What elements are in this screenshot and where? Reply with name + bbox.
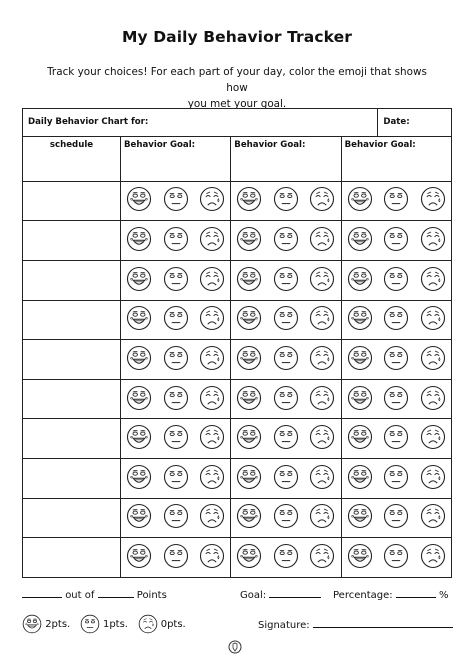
happy-face-icon[interactable]: [347, 266, 373, 292]
behavior-chart-table: [22, 108, 452, 578]
face-cell: [378, 498, 415, 538]
happy-face-icon[interactable]: [347, 385, 373, 411]
sad-face-icon[interactable]: [420, 464, 446, 490]
signature-blank[interactable]: [313, 627, 453, 628]
face-cell: [341, 340, 378, 380]
sad-face-icon[interactable]: [199, 226, 225, 252]
face-cell: [268, 221, 305, 261]
signature-area: [258, 620, 453, 631]
face-cell: [341, 300, 378, 340]
neutral-face-icon[interactable]: [383, 186, 409, 212]
face-cell: [121, 419, 158, 459]
tracker-row: [23, 379, 452, 419]
schedule-cell[interactable]: [23, 300, 121, 340]
sad-face-icon[interactable]: [309, 266, 335, 292]
neutral-face-icon[interactable]: [163, 424, 189, 450]
legend-happy-label: 2pts.: [45, 619, 71, 630]
tracker-row: [23, 538, 452, 578]
neutral-face-icon[interactable]: [163, 266, 189, 292]
face-cell: [378, 538, 415, 578]
face-cell: [121, 379, 158, 419]
face-cell: [231, 379, 268, 419]
sad-face-icon[interactable]: [309, 186, 335, 212]
sad-face-icon[interactable]: [309, 503, 335, 529]
face-cell: [378, 181, 415, 221]
face-cell: [341, 459, 378, 499]
neutral-face-icon[interactable]: [383, 305, 409, 331]
face-cell: [304, 340, 341, 380]
happy-face-icon[interactable]: [236, 464, 262, 490]
face-cell: [415, 221, 452, 261]
face-cell: [268, 260, 305, 300]
sad-face-icon[interactable]: [309, 464, 335, 490]
face-cell: [378, 221, 415, 261]
sad-face-icon[interactable]: [420, 186, 446, 212]
happy-face-icon[interactable]: [236, 266, 262, 292]
happy-face-icon[interactable]: [347, 226, 373, 252]
tracker-row: [23, 181, 452, 221]
face-cell: [157, 221, 194, 261]
schedule-cell[interactable]: [23, 181, 121, 221]
instructions-line-2: you met your goal.: [187, 98, 287, 110]
neutral-face-icon[interactable]: [273, 503, 299, 529]
happy-face-icon[interactable]: [347, 305, 373, 331]
sad-face-icon[interactable]: [309, 543, 335, 569]
face-cell: [157, 260, 194, 300]
face-cell: [268, 181, 305, 221]
sad-face-icon[interactable]: [420, 345, 446, 371]
neutral-face-icon[interactable]: [163, 226, 189, 252]
legend-sad-label: 0pts.: [160, 619, 186, 630]
face-cell: [157, 181, 194, 221]
face-cell: [231, 459, 268, 499]
tracker-row: [23, 340, 452, 380]
neutral-face-icon[interactable]: [273, 305, 299, 331]
sad-face-icon[interactable]: [309, 385, 335, 411]
page-title: My Daily Behavior Tracker: [121, 28, 352, 46]
points-label: Points: [136, 590, 167, 601]
happy-face-icon[interactable]: [347, 186, 373, 212]
face-cell: [231, 300, 268, 340]
face-cell: [231, 498, 268, 538]
percentage-blank[interactable]: [396, 597, 436, 598]
face-cell: [341, 260, 378, 300]
neutral-face-icon[interactable]: [383, 503, 409, 529]
face-cell: [304, 260, 341, 300]
neutral-face-icon[interactable]: [163, 464, 189, 490]
face-cell: [231, 538, 268, 578]
points-summary: [22, 590, 167, 601]
neutral-face-icon[interactable]: [163, 385, 189, 411]
neutral-face-icon[interactable]: [273, 345, 299, 371]
percent-sign: %: [439, 590, 449, 601]
sad-face-icon[interactable]: [199, 305, 225, 331]
tracker-row: [23, 498, 452, 538]
face-cell: [268, 300, 305, 340]
happy-face-icon[interactable]: [126, 186, 152, 212]
happy-face-icon[interactable]: [236, 385, 262, 411]
face-cell: [378, 340, 415, 380]
tracker-row: [23, 459, 452, 499]
happy-face-icon[interactable]: [126, 226, 152, 252]
happy-face-icon[interactable]: [236, 345, 262, 371]
neutral-face-icon[interactable]: [273, 424, 299, 450]
neutral-face-icon[interactable]: [273, 186, 299, 212]
face-cell: [341, 221, 378, 261]
neutral-face-icon[interactable]: [383, 226, 409, 252]
goal-label: Goal:: [240, 590, 267, 601]
face-cell: [268, 419, 305, 459]
points-legend: [22, 614, 186, 634]
happy-face-icon[interactable]: [126, 424, 152, 450]
happy-face-icon[interactable]: [347, 464, 373, 490]
face-cell: [231, 181, 268, 221]
face-cell: [121, 538, 158, 578]
face-cell: [415, 300, 452, 340]
publisher-logo-icon: [228, 640, 242, 654]
happy-face-icon[interactable]: [126, 305, 152, 331]
neutral-face-icon[interactable]: [383, 266, 409, 292]
face-cell: [341, 538, 378, 578]
out-of-label: out of: [65, 590, 95, 601]
behavior-goal-header-2: Behavior Goal:: [231, 136, 341, 181]
happy-face-icon[interactable]: [126, 503, 152, 529]
face-cell: [194, 221, 231, 261]
schedule-cell[interactable]: [23, 260, 121, 300]
face-cell: [268, 538, 305, 578]
neutral-face-icon[interactable]: [163, 305, 189, 331]
face-cell: [378, 419, 415, 459]
sad-face-icon[interactable]: [309, 226, 335, 252]
sad-face-icon[interactable]: [199, 266, 225, 292]
face-cell: [415, 419, 452, 459]
face-cell: [268, 379, 305, 419]
neutral-face-icon[interactable]: [383, 424, 409, 450]
face-cell: [304, 538, 341, 578]
face-cell: [157, 419, 194, 459]
sad-face-icon[interactable]: [309, 345, 335, 371]
points-earned-blank[interactable]: [22, 597, 62, 598]
face-cell: [194, 379, 231, 419]
face-cell: [268, 340, 305, 380]
happy-face-icon[interactable]: [126, 385, 152, 411]
face-cell: [157, 300, 194, 340]
sad-face-icon[interactable]: [199, 345, 225, 371]
face-cell: [268, 498, 305, 538]
neutral-face-icon[interactable]: [273, 464, 299, 490]
face-cell: [157, 379, 194, 419]
sad-face-icon[interactable]: [420, 266, 446, 292]
schedule-cell[interactable]: [23, 498, 121, 538]
tracker-row: [23, 300, 452, 340]
face-cell: [415, 538, 452, 578]
happy-face-icon[interactable]: [126, 464, 152, 490]
happy-face-icon[interactable]: [347, 503, 373, 529]
neutral-face-icon: [80, 614, 100, 634]
face-cell: [121, 260, 158, 300]
face-cell: [194, 181, 231, 221]
schedule-cell[interactable]: [23, 538, 121, 578]
points-possible-blank[interactable]: [98, 597, 134, 598]
face-cell: [304, 419, 341, 459]
face-cell: [194, 300, 231, 340]
face-cell: [415, 459, 452, 499]
tracker-row: [23, 419, 452, 459]
face-cell: [304, 181, 341, 221]
happy-face-icon[interactable]: [236, 424, 262, 450]
instructions-line-1: Track your choices! For each part of your day, color the emoji that shows how: [47, 66, 427, 94]
face-cell: [378, 379, 415, 419]
face-cell: [121, 221, 158, 261]
happy-face-icon[interactable]: [236, 503, 262, 529]
neutral-face-icon[interactable]: [163, 345, 189, 371]
face-cell: [231, 260, 268, 300]
face-cell: [157, 538, 194, 578]
neutral-face-icon[interactable]: [383, 385, 409, 411]
happy-face-icon[interactable]: [347, 424, 373, 450]
face-cell: [304, 459, 341, 499]
face-cell: [341, 379, 378, 419]
face-cell: [121, 181, 158, 221]
sad-face-icon[interactable]: [199, 385, 225, 411]
goal-blank[interactable]: [269, 597, 321, 598]
neutral-face-icon[interactable]: [273, 385, 299, 411]
neutral-face-icon[interactable]: [383, 464, 409, 490]
instructions: [40, 64, 434, 112]
percentage-label: Percentage:: [333, 590, 393, 601]
face-cell: [415, 181, 452, 221]
face-cell: [341, 419, 378, 459]
tracker-row: [23, 260, 452, 300]
schedule-cell[interactable]: [23, 379, 121, 419]
neutral-face-icon[interactable]: [273, 266, 299, 292]
face-cell: [231, 419, 268, 459]
behavior-goal-header-1: Behavior Goal:: [121, 136, 231, 181]
face-cell: [378, 300, 415, 340]
face-cell: [304, 221, 341, 261]
face-cell: [121, 300, 158, 340]
face-cell: [194, 538, 231, 578]
face-cell: [194, 419, 231, 459]
happy-face-icon[interactable]: [126, 345, 152, 371]
sad-face-icon[interactable]: [199, 543, 225, 569]
schedule-cell[interactable]: [23, 459, 121, 499]
neutral-face-icon[interactable]: [163, 503, 189, 529]
happy-face-icon[interactable]: [126, 543, 152, 569]
face-cell: [231, 340, 268, 380]
face-cell: [304, 379, 341, 419]
face-cell: [268, 459, 305, 499]
legend-neutral-label: 1pts.: [102, 619, 128, 630]
neutral-face-icon[interactable]: [273, 543, 299, 569]
face-cell: [157, 459, 194, 499]
sad-face-icon[interactable]: [199, 186, 225, 212]
face-cell: [415, 498, 452, 538]
face-cell: [304, 498, 341, 538]
face-cell: [194, 340, 231, 380]
face-cell: [194, 459, 231, 499]
face-cell: [121, 459, 158, 499]
sad-face-icon[interactable]: [309, 424, 335, 450]
date-label: Date:: [378, 109, 452, 137]
face-cell: [341, 181, 378, 221]
sad-face-icon[interactable]: [199, 464, 225, 490]
sad-face-icon[interactable]: [420, 305, 446, 331]
neutral-face-icon[interactable]: [273, 226, 299, 252]
happy-face-icon[interactable]: [126, 266, 152, 292]
schedule-cell[interactable]: [23, 340, 121, 380]
sad-face-icon[interactable]: [199, 424, 225, 450]
neutral-face-icon[interactable]: [383, 543, 409, 569]
behavior-goal-header-3: Behavior Goal:: [341, 136, 451, 181]
goal-summary: [240, 590, 321, 601]
happy-face-icon: [22, 614, 42, 634]
face-cell: [378, 459, 415, 499]
face-cell: [341, 498, 378, 538]
neutral-face-icon[interactable]: [383, 345, 409, 371]
face-cell: [157, 340, 194, 380]
sad-face-icon[interactable]: [420, 385, 446, 411]
sad-face-icon[interactable]: [199, 503, 225, 529]
tracker-row: [23, 221, 452, 261]
chart-for-label: Daily Behavior Chart for:: [23, 109, 378, 137]
happy-face-icon[interactable]: [347, 543, 373, 569]
happy-face-icon[interactable]: [236, 305, 262, 331]
happy-face-icon[interactable]: [236, 543, 262, 569]
face-cell: [194, 498, 231, 538]
sad-face-icon[interactable]: [309, 305, 335, 331]
face-cell: [231, 221, 268, 261]
face-cell: [121, 498, 158, 538]
schedule-header: schedule: [23, 136, 121, 181]
face-cell: [304, 300, 341, 340]
sad-face-icon[interactable]: [420, 424, 446, 450]
face-cell: [194, 260, 231, 300]
face-cell: [415, 340, 452, 380]
face-cell: [415, 379, 452, 419]
happy-face-icon[interactable]: [236, 226, 262, 252]
neutral-face-icon[interactable]: [163, 543, 189, 569]
face-cell: [415, 260, 452, 300]
percentage-summary: [333, 590, 449, 601]
schedule-cell[interactable]: [23, 419, 121, 459]
face-cell: [157, 498, 194, 538]
neutral-face-icon[interactable]: [163, 186, 189, 212]
face-cell: [378, 260, 415, 300]
sad-face-icon[interactable]: [420, 543, 446, 569]
happy-face-icon[interactable]: [236, 186, 262, 212]
schedule-cell[interactable]: [23, 221, 121, 261]
signature-label: Signature:: [258, 620, 310, 631]
sad-face-icon[interactable]: [420, 503, 446, 529]
sad-face-icon[interactable]: [420, 226, 446, 252]
sad-face-icon: [138, 614, 158, 634]
face-cell: [121, 340, 158, 380]
happy-face-icon[interactable]: [347, 345, 373, 371]
